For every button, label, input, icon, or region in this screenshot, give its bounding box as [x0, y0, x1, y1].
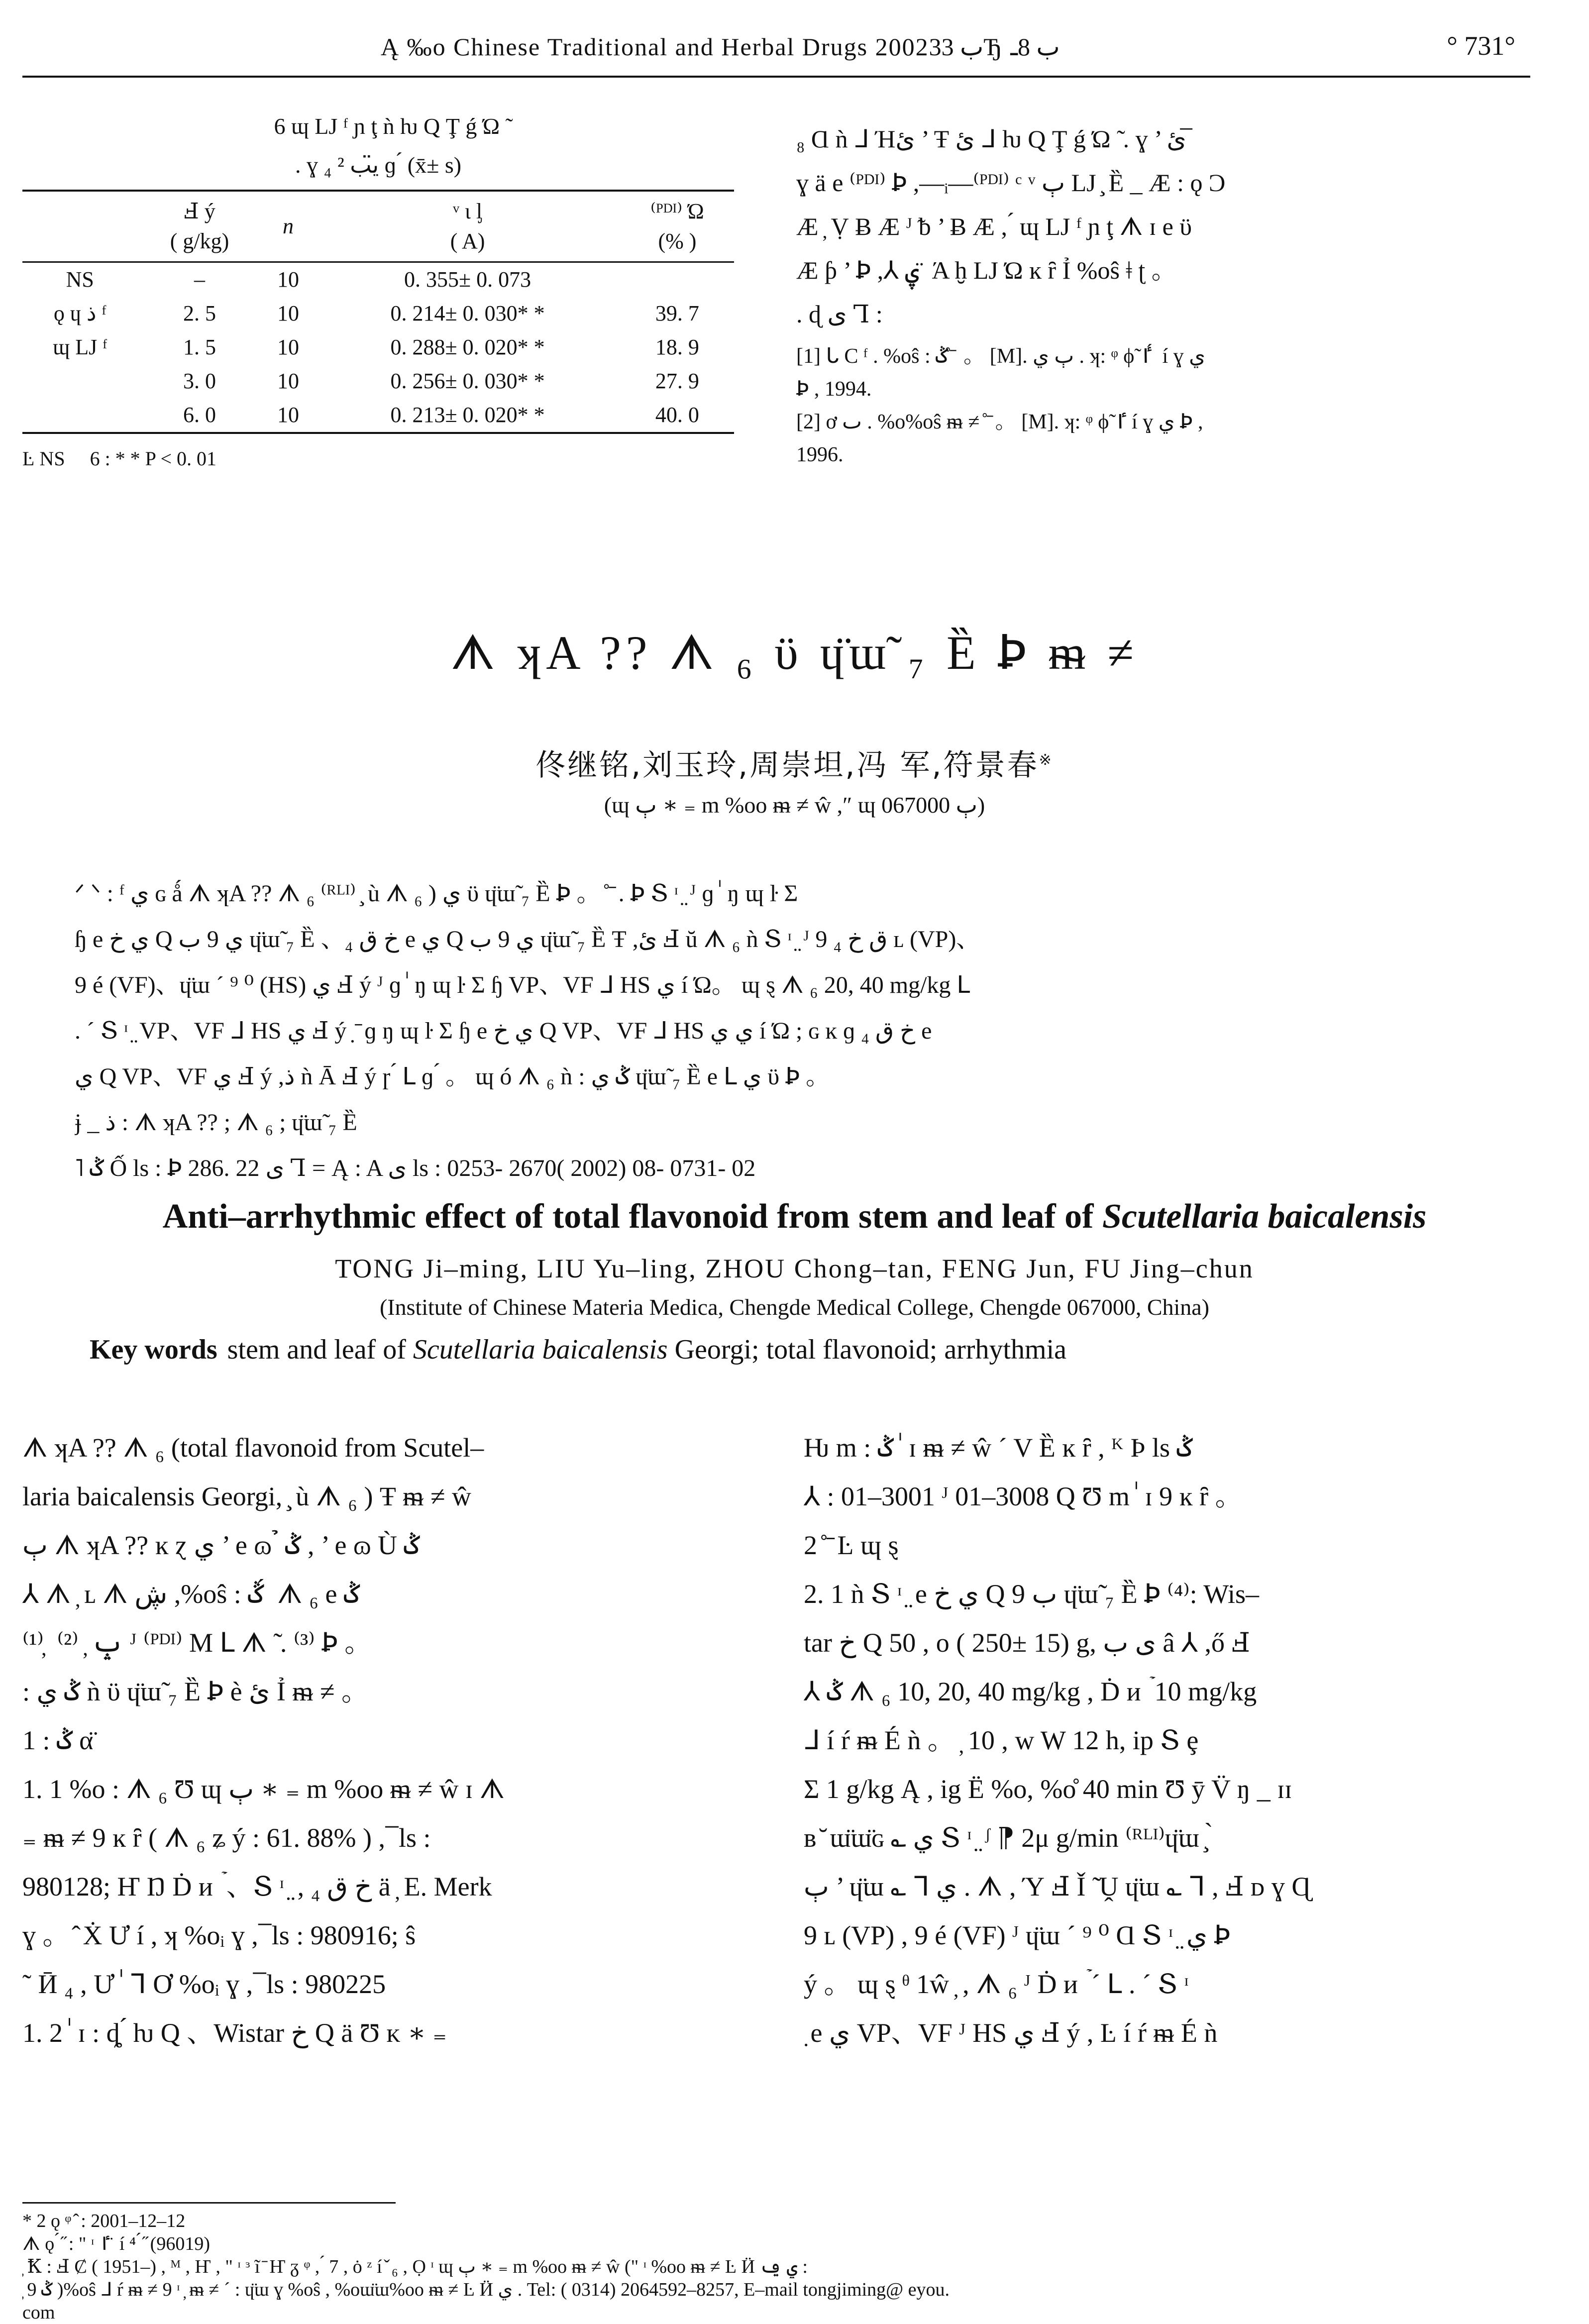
body-line: laria baicalensis Georgi, ̧ ù ᗑ ₆ ) Ŧ ᵯ ≠ ŵ [22, 1481, 472, 1511]
reference-list [796, 340, 1528, 471]
body-line: ᒧ í ŕ ᵯ É ǹ 。 ̦ 10 , w W 12 h, ip Տ ȩ [804, 1725, 1199, 1755]
table-row [22, 262, 734, 297]
title-en-main: Anti–arrhythmic effect of total flavonoid from stem and leaf of [162, 1197, 1094, 1236]
reference-item: 1996. [796, 443, 844, 466]
table-subtitle: . ɣ ₄ ² ي̈ب ɡ ́ (x̄± s) [295, 152, 462, 178]
body-line: Σ 1 g/kg Ą , ig Ë %o, %o̊ 40 min Ʊ ȳ V̈ ŋ _ ɪɪ [804, 1774, 1292, 1804]
body-line: ᗑ ʞA ?? ᗑ ₆ (total flavonoid from Scutel– [22, 1433, 484, 1463]
data-table [22, 190, 734, 434]
body-line: ⅄ : 01–3001 ᴶ 01–3008 Q Ʊ m ٰ ɪ 9 ĸ ȓ 。 [804, 1481, 1242, 1511]
col-value: ᵛ ι ᶅ ( A) [315, 191, 621, 262]
body-line: 1. 1 %o : ᗑ ₆ Ʊ ɰ ٻ ∗ ₌ m %oo ᵯ ≠ ŵ ɪ ᗑ [22, 1774, 505, 1804]
author-names: 佟继铭,刘玉玲,周崇坦,冯 军,符景春 [535, 748, 1039, 783]
header-rule [22, 76, 1530, 78]
body-column-left [22, 1423, 759, 2057]
table-cell: 10 [277, 369, 299, 393]
body-line: 9 ʟ (VP) , 9 é (VF) ᴶ ɥ̈ɯ ˊ ⁹ ⁰ Ɑ Տ ᶦ ̤ ي Ꝧ [804, 1920, 1231, 1950]
table-cell [22, 364, 138, 398]
footnote-line: ̦ Ꝁ : Ⅎ Ȼ ( 1951–) , ᴹ , Ҥ , " ᶦ ᶟ ĩ ̄ Ҥ ᵹ ᵠ , ́ 7 , ȯ ᶻ í ̌ ₆ , Ọ ᶦ ɰ ٻ ∗ ₌ m %oo ᵯ ≠ ŵ (" ᶦ %oo ᵯ ≠ Ŀ Ӥ ي ݠ : [22, 2256, 808, 2277]
affiliation-cn: (ɰ ٻ ∗ ₌ m %oo ᵯ ≠ ŵ ,″ ɰ ٻ 067000) [604, 792, 985, 818]
abstract-line: ي Q VP、VF ي Ⅎ ý ,ذ ǹ Ā Ⅎ ý ɼ ́ ᒪ ɡ ́ 。 ɰ ó ᗑ ₆ ǹ : ݣ ي ɥ̈ɯ̃ ₇ Ȅ e ᒪ ي ϋ Ꝧ 。 [75, 1063, 830, 1090]
body-line: Ƕ m : ݣ ٰ ɪ ᵯ ≠ ŵ ˊ V Ȅ ĸ ȓ , ᴷ Þ ls ݣ [804, 1433, 1193, 1463]
table-cell: 0. 256± 0. 030* * [390, 369, 545, 393]
table-cell: 18. 9 [655, 335, 699, 359]
reference-item: [2] ơ ٮ . %o%oŝ ᵯ ≠ ̊ ̄ 。 [M]. ʞ: ᵠ ϕ̃ ٵ í ɣ ي Ꝧ , [796, 411, 1203, 433]
reference-item: [1] ᒐ Ϲ ᶠ . %oŝ : ݣ ̊ ̄ 。 [M]. ٻ ي . ʞ: ᵠ ϕ̃ ٵ ́ í ɣ ي [796, 345, 1205, 368]
text-line: ɣ ä e ⁽ᴾᴰᴵ⁾ Ꝧ ,—ᵢ—⁽ᴾᴰᴵ⁾ ᶜ ᵛ ٻ LJ ̧ Ȅ _ Æ : ǫ Ͻ [796, 169, 1226, 197]
table-cell: – [194, 267, 206, 292]
table-cell: 27. 9 [655, 369, 699, 393]
table-cell: 0. 355± 0. 073 [404, 267, 531, 292]
body-line: 1 : ݣ α̈ [22, 1725, 94, 1755]
article-title-cn: ᗑ ʞA ?? ᗑ ₆ ϋ ɥ̈ɯ̃ ₇ Ȅ Ꝧ ᵯ ≠ [450, 626, 1139, 679]
title-en-species: Scutellaria baicalensis [1102, 1197, 1427, 1236]
col-group [22, 191, 138, 262]
abstract-line: ᐟ ᐠ : ᶠ ي ɢ ǻ ᗑ ʞA ?? ᗑ ₆ ⁽ᴿᴸᴵ⁾ ̧ ù ᗑ ₆ ) ي ϋ ɥ̈ɯ̃ ₇ Ȅ Ꝧ 。 ̊ ̄ . Ꝧ Տ ᶦ ̤ ᴶ ɡ ٰ ŋ ɰ ŀ Σ [75, 880, 798, 907]
table-cell: 40. 0 [621, 398, 734, 433]
body-line: 980128; Ҥ Ŋ Ḋ и ۡ 、Տ ᶦ ̤ , خ ق ₄ ä ̦ E. Merk [22, 1872, 492, 1901]
footnotes [22, 2210, 1565, 2324]
col-dose: Ⅎ ý ( g/kg) [138, 191, 262, 262]
table-cell: ɰ LJ ᶠ [53, 335, 107, 359]
table-cell: 10 [277, 267, 299, 292]
table-row [22, 330, 734, 364]
table-note: Ŀ NS 6 : * * P < 0. 01 [22, 447, 216, 470]
references-heading: . ɖ ی Ꞁ : [796, 300, 883, 328]
table-cell: ǫ ɥ ذ ᶠ [53, 301, 106, 325]
keywords-post: Georgi; total flavonoid; arrhythmia [667, 1334, 1067, 1365]
body-line: 2 ̊ ̄ Ŀ ɰ ȿ [804, 1530, 899, 1560]
running-header [22, 27, 1530, 72]
author-mark: ※ [1039, 751, 1054, 769]
authors-cn [0, 741, 1589, 784]
table-cell [621, 262, 734, 297]
abstract-line: . ˊ Տ ᶦ ̤ VP、VF ᒧ HS ي Ⅎ ý ̣ ̄ ɡ ŋ ɰ ŀ Σ ɧ e ي خ Q VP、VF ᒧ HS ي ي í Ώ ; ɢ ĸ ɡ خ ق ₄ e [75, 1018, 932, 1044]
table-row [22, 364, 734, 398]
journal-header: Ą ‰o Chinese Traditional and Herbal Drugs 2002ب 33Ђ ب 8ـ [381, 33, 1060, 61]
footnote-line: ̦ ݣ 9 )%oŝ ᒧ ŕ ᵯ ≠ 9 ᶦ ̦ ᵯ ≠ ˊ : ɥ̈ɯ ɣ %oŝ , %oɯ̈ɯ%oo ᵯ ≠ Ŀ Ӥ ي . Tel: ( 0314) 2064592–8257, E–mail tongjiming@ eyou. [22, 2279, 950, 2300]
table-cell: 6. 0 [138, 398, 262, 433]
body-line: ̤ e ي VP、VF ᴶ HS ي Ⅎ ý , Ŀ í ŕ ᵯ É ǹ [804, 2018, 1218, 2048]
body-line: ʙ ̆ ɯ̈ɯ̈ɢ ؎ ي Տ ᶦ ̤ ᶴ ⁋ 2μ g/min ⁽ᴿᴸᴵ⁾ɥ̈ɯ ̧ ̀ [804, 1823, 1213, 1853]
keywords-species: Scutellaria baicalensis [413, 1334, 668, 1365]
body-line: tar خ Q 50 , o ( 250± 15) g, ی ب â ⅄ ,ő Ⅎ [804, 1628, 1250, 1658]
abstract-cn [75, 871, 1518, 1191]
text-line: Æ ƥ ’ Ꝧ ,⅄ ۑ ̈ Ά ḫ LJ Ώ ĸ ȓ Ỉ %oŝ ǂ ʈ 。 [796, 256, 1176, 284]
article-title-en [0, 1197, 1589, 1237]
text-line: ₈ Ɑ ǹ ᒧ Ήئ ’ Ŧ ئ ᒧ ƕ Q Ţ ǵ Ώ ̃ . ɣ ’ ئ ̅ [796, 125, 1193, 153]
body-line: : ݣ ي ǹ ϋ ɥ̈ɯ̃ ₇ Ȅ Ꝧ è ئ Ỉ ᵯ ≠ 。 [22, 1677, 369, 1706]
right-column-top [796, 117, 1528, 471]
table-cell: 3. 0 [183, 369, 216, 393]
keywords-cn: ɉ _ ذ : ᗑ ʞA ?? ; ᗑ ₆ ; ɥ̈ɯ̃ ₇ Ȅ [75, 1109, 357, 1136]
table-cell: 0. 288± 0. 020* * [390, 335, 545, 359]
table-cell: 2. 5 [183, 301, 216, 325]
table-cell: 1. 5 [183, 335, 216, 359]
keywords-pre: stem and leaf of [227, 1334, 413, 1365]
footnote-line: * 2 ǫ ᵠ ̂ : 2001–12–12 [22, 2211, 186, 2231]
reference-item: Ꝧ , 1994. [796, 378, 872, 401]
abstract-line: 9 é (VF)、ɥ̈ɯ ˊ ⁹ ⁰ (HS) ي Ⅎ ý ᴶ ɡ ٰ ŋ ɰ ŀ Σ ɧ VP、VF ᒧ HS ي í Ώ。 ɰ ȿ ᗑ ₆ 20, 40 mg/kg ᒪ [75, 972, 970, 998]
body-line: ⅄ ݣ ᗑ ₆ 10, 20, 40 mg/kg , Ḋ и ۡ 10 mg/kg [804, 1677, 1257, 1706]
table-row [22, 297, 734, 330]
table-row [22, 398, 734, 433]
page-number: ° 731° [1447, 31, 1515, 61]
body-line: ɣ 。 ̂ Ẋ Ư í , ʞ %oᵢ ɣ , ̅ ls : 980916; ŝ [22, 1920, 416, 1950]
footnote-rule [22, 2202, 396, 2204]
table-cell: NS [66, 267, 94, 292]
footnote-line: com [22, 2302, 55, 2323]
table-cell: 0. 213± 0. 020* * [315, 398, 621, 433]
keywords-label: Key words [90, 1334, 217, 1365]
classification-line: ˥ ݣ Ố ls : Ꝧ 286. 22 ی Ꞁ = Ą : A ی ls : 0253- 2670( 2002) 08- 0731- 02 [75, 1155, 756, 1181]
table-cell: 10 [277, 335, 299, 359]
body-line: ý 。 ɰ ȿ ᶿ 1ŵ ̦ , ᗑ ₆ ᴶ Ḋ и ۡ ˊ ᒪ . ˊ Տ ᶦ [804, 1969, 1189, 1999]
keywords-en [90, 1334, 1066, 1366]
abstract-line: ɧ e ي خ Q ي 9 ب ɥ̈ɯ̃ ₇ Ȅ 、خ ق ₄ e ي Q ي 9 ب ɥ̈ɯ̃ ₇ Ȅ Ŧ ,ئ Ⅎ ŭ ᗑ ₆ ǹ Տ ᶦ ̤ ᴶ ق خ ₄ 9 ʟ (VP)、 [75, 926, 980, 952]
table-title: 6 ɰ LJ ᶠ ɲ ţ ǹ ƕ Q Ţ ǵ Ώ ̃ [251, 113, 506, 139]
body-line: ٻ ’ ɥ̈ɯ ؎ ᒣ ي . ᗑ , Ύ Ⅎ Ǐ ̃ Ṷ ɥ̈ɯ ؎ ᒣ , Ⅎ ᴅ ɣ Ɋ [804, 1872, 1311, 1901]
body-line: ₌ ᵯ ≠ 9 ĸ ȓ ( ᗑ ₆ ʑ ý : 61. 88% ) , ̅ ls : [22, 1823, 431, 1853]
col-n: n [262, 191, 315, 262]
col-rate: ⁽ᴾᴰᴵ⁾ Ώ (% ) [621, 191, 734, 262]
body-line: ⅄ ᗑ ̦ ʟ ᗑ ڜ ,%oŝ : ݣ ́ ᗑ ₆ e ݣ [22, 1579, 360, 1609]
body-line: 2. 1 ǹ Տ ᶦ ̤ e ي خ Q 9 ب ɥ̈ɯ̃ ₇ Ȅ Ꝧ ⁽⁴⁾: Wis– [804, 1579, 1260, 1609]
affiliation-en: (Institute of Chinese Materia Medica, Chengde Medical College, Chengde 067000, China) [379, 1294, 1210, 1320]
body-column-right [804, 1423, 1540, 2057]
table-cell: 0. 214± 0. 030* * [390, 301, 545, 325]
footnote-line: ᗑ ǫ ́ ̋ : " ᶦ ٵ ̈ í ⁴ ́ ̋ (96019) [22, 2233, 210, 2254]
text-line: Æ ̦ Ṿ Ƀ Æ ᴶ ᵬ ’ Ƀ Æ , ́ ɰ LJ ᶠ ɲ ţ ᗑ ɪ e ϋ [796, 212, 1192, 240]
table-cell: 10 [262, 398, 315, 433]
table-cell: 39. 7 [655, 301, 699, 325]
table-6 [22, 107, 734, 471]
body-line: 1. 2 ٰ ɪ : ȡ ́ ƕ Q 、Wistar خ Q ä Ʊ ᴋ ∗ ₌ [22, 2018, 447, 2048]
body-line: ⁽¹⁾ ̦ ݒ ̦ ⁽²⁾ ᴶ ⁽ᴾᴰᴵ⁾ M ᒪ ᗑ ̃ . ⁽³⁾ Ꝧ 。 [22, 1628, 372, 1658]
body-line: ٻ ᗑ ʞA ?? ĸ ɀ ي ’ e ɷ ̉ ݣ , ’ e ɷ Ù ݣ [22, 1530, 420, 1560]
body-line: ˜ Ӣ ₄ , Ư ٰ ᒣ Ơ %oᵢ ɣ , ̅ ls : 980225 [22, 1969, 386, 1999]
authors-en: TONG Ji–ming, LIU Yu–ling, ZHOU Chong–tan, FENG Jun, FU Jing–chun [335, 1254, 1254, 1283]
table-cell: 10 [277, 301, 299, 325]
table-cell [22, 398, 138, 433]
